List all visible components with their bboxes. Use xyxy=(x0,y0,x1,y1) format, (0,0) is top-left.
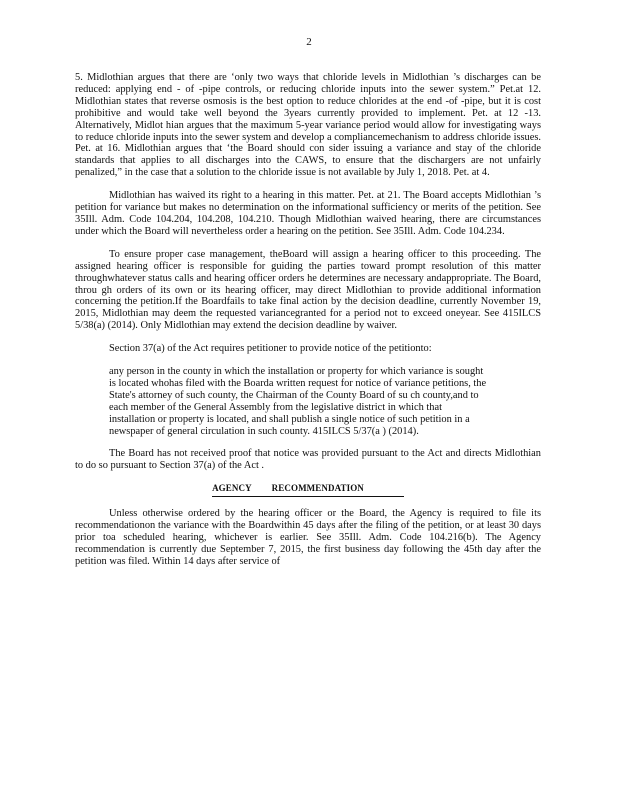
page-number: 2 xyxy=(306,36,312,48)
paragraph-notice-directive: The Board has not received proof that notice was provided pursuant to the Act and directs Midlothian to do so pursuant to Section 37(a) of the Act . xyxy=(75,448,541,472)
paragraph-case-management: To ensure proper case management, theBoard will assign a hearing officer to this proceeding. The assigned hearing officer is responsible for guiding the parties toward prompt resolution of this matter throughwhatever status calls and hearing officer orders he determines are necessary andappropriate. The Board, throu gh orders of its own or its hearing officer, may direct Midlothian to provide additional information concerning the petition.If the Boardfails to take final action by the decision deadline, currently November 19, 2015, Midlothian may deem the requested variancegranted for a period not to exceed oneyear. See 415ILCS 5/38(a) (2014). Only Midlothian may extend the decision deadline by waiver. xyxy=(75,248,541,332)
paragraph-section-37a: Section 37(a) of the Act requires petitioner to provide notice of the petitionto: xyxy=(109,343,432,355)
paragraph-hearing-waiver: Midlothian has waived its right to a hearing in this matter. Pet. at 21. The Board accepts Midlothian ’s petition for variance but makes no determination on the informational sufficiency or merits of the petition. See 35Ill. Adm. Code 104.204, 104.208, 104.210. Though Midlothian waived hearing, there are circumstances under which the Board will nevertheless order a hearing on the petition. See 35Ill. Adm. Code 104.234. xyxy=(75,190,541,237)
agency-recommendation-heading: AGENCY RECOMMENDATION xyxy=(212,483,404,497)
paragraph-midlothian-arguments: 5. Midlothian argues that there are ‘only two ways that chloride levels in Midlothian ’s discharges can be reduced: applying end - of -pipe controls, or reducing chloride inputs into the sewer system.” Pet.at 12. Midlothian states that reverse osmosis is the best option to reduce chlorides at the end -of -pipe, but it is cost prohibitive and would take well beyond the 3years currently provided to implement. Pet. at 12 -13. Alternatively, Midlot hian argues that the maximum 5-year variance period would allow for investigating ways to reduce chloride inputs into the sewer system and develop a compliancemechanism to address chloride issues. Pet. at 16. Midlothian argues that ‘the Board should con sider issuing a variance and stay of the chloride standards that applies to all discharges into the CAWS, to ensure that the dischargers are not unfairly penalized,” in the case that a solution to the chloride issue is not available by July 1, 2018. Pet. at 4. xyxy=(75,72,541,179)
block-quote-notice: any person in the county in which the installation or property for which variance is sought is located whohas filed with the Boarda written request for notice of variance petitions, the State's attorney of such county, the Chairman of the County Board of su ch county,and to each member of the General Assembly from the legislative district in which that installation or property is located, and shall publish a single notice of such petition in a newspaper of general circulation in such county. 415ILCS 5/37(a ) (2014). xyxy=(109,366,487,437)
section-heading xyxy=(75,483,541,497)
document-body xyxy=(75,72,541,568)
paragraph-agency-recommendation: Unless otherwise ordered by the hearing officer or the Board, the Agency is required to file its recommendationon the variance with the Boardwithin 45 days after the filing of the petition, or at least 30 days prior toa scheduled hearing, whichever is earlier. See 35Ill. Adm. Code 104.216(b). The Agency recommendation is currently due September 7, 2015, the first business day following the 45th day after the petition was filed. Within 14 days after service of xyxy=(75,508,541,567)
